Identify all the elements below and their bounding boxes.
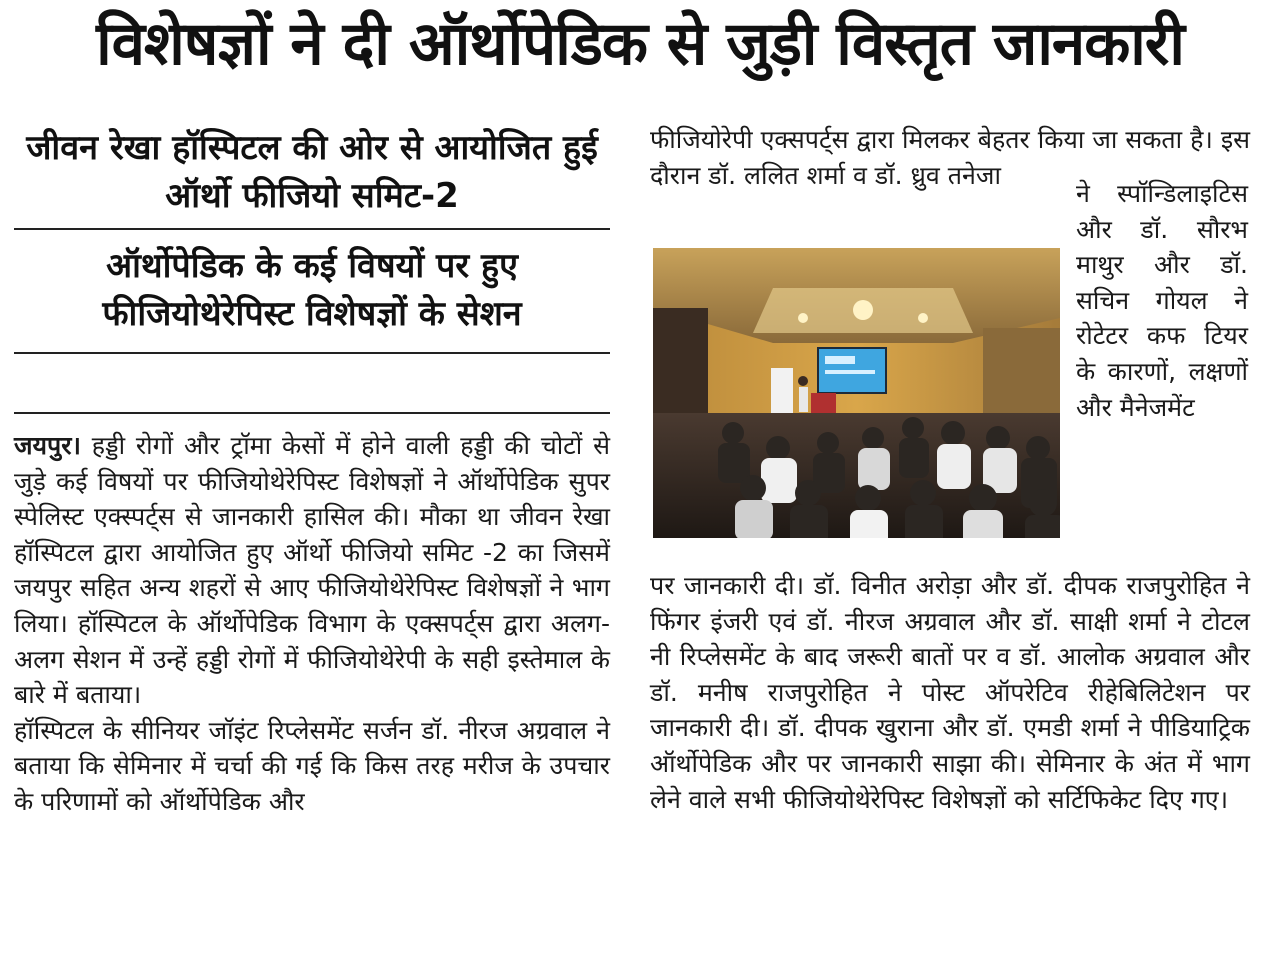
paragraph: हॉस्पिटल के सीनियर जॉइंट रिप्लेसमेंट सर्जन डॉ. नीरज अग्रवाल ने बताया कि सेमिनार में चर्चा की गई कि किस तरह मरीज के उपचार के परिणामों को ऑर्थोपेडिक और bbox=[14, 715, 610, 816]
subheading-2: ऑर्थोपेडिक के कई विषयों पर हुए फीजियोथेरेपिस्ट विशेषज्ञों के सेशन bbox=[102, 246, 522, 334]
subheading-1: जीवन रेखा हॉस्पिटल की ओर से आयोजित हुई ऑर्थो फीजियो समिट-2 bbox=[26, 128, 598, 216]
article-body-right-bottom: पर जानकारी दी। डॉ. विनीत अरोड़ा और डॉ. दीपक राजपुरोहित ने फिंगर इंजरी एवं डॉ. नीरज अग्रवाल और डॉ. साक्षी शर्मा ने टोटल नी रिप्लेसमेंट के बाद जरूरी बातों पर व डॉ. आलोक अग्रवाल और डॉ. मनीष राजपुरोहित ने पोस्ट ऑपरेटिव रीहेबिलिटेशन पर जानकारी दी। डॉ. दीपक खुराना और डॉ. एमडी शर्मा ने पीडियाट्रिक ऑर्थोपेडिक और पर जानकारी साझा की। सेमिनार के अंत में भाग लेने वाले सभी फीजियोथेरेपिस्ट विशेषज्ञों को सर्टिफिकेट दिए गए। bbox=[650, 571, 1250, 814]
paragraph-text: हड्डी रोगों और ट्रॉमा केसों में होने वाली हड्डी की चोटों से जुड़े कई विषयों पर फीजियोथेरेपिस्ट विशेषज्ञों ने ऑर्थोपेडिक सुपर स्पेलिस्ट एक्स्पर्ट्स से जानकारी हासिल की। मौका था जीवन रेखा हॉस्पिटल द्वारा आयोजित हुए ऑर्थो फीजियो समिट -2 का जिसमें जयपुर सहित अन्य शहरों से आए फीजियोथेरेपिस्ट विशेषज्ञों ने भाग लिया। हॉस्पिटल के ऑर्थोपेडिक विभाग के एक्सपर्ट्स द्वारा अलग-अलग सेशन में उन्हें हड्डी रोगों में फीजियोथेरेपी के सही इस्तेमाल के बारे में बताया। bbox=[14, 431, 610, 710]
article-body-right-top: फीजियोरेपी एक्सपर्ट्स द्वारा मिलकर बेहतर किया जा सकता है। इस दौरान डॉ. ललित शर्मा व डॉ. ध्रुव तनेजा bbox=[650, 125, 1250, 190]
seminar-photo-image bbox=[653, 248, 1060, 538]
divider-rule bbox=[14, 412, 610, 414]
headline: विशेषज्ञों ने दी ऑर्थोपेडिक से जुड़ी विस्तृत जानकारी bbox=[96, 9, 1184, 79]
paragraph bbox=[14, 428, 610, 713]
seminar-photo bbox=[653, 248, 1060, 538]
article-body-left bbox=[14, 428, 610, 820]
article-body-right-side: ने स्पॉन्डिलाइटिस और डॉ. सौरभ माथुर और डॉ. सचिन गोयल ने रोटेटर कफ टियर के कारणों, लक्षणों और मैनेजमेंट bbox=[1076, 179, 1248, 422]
left-column bbox=[14, 118, 610, 820]
dateline: जयपुर। bbox=[14, 431, 81, 460]
